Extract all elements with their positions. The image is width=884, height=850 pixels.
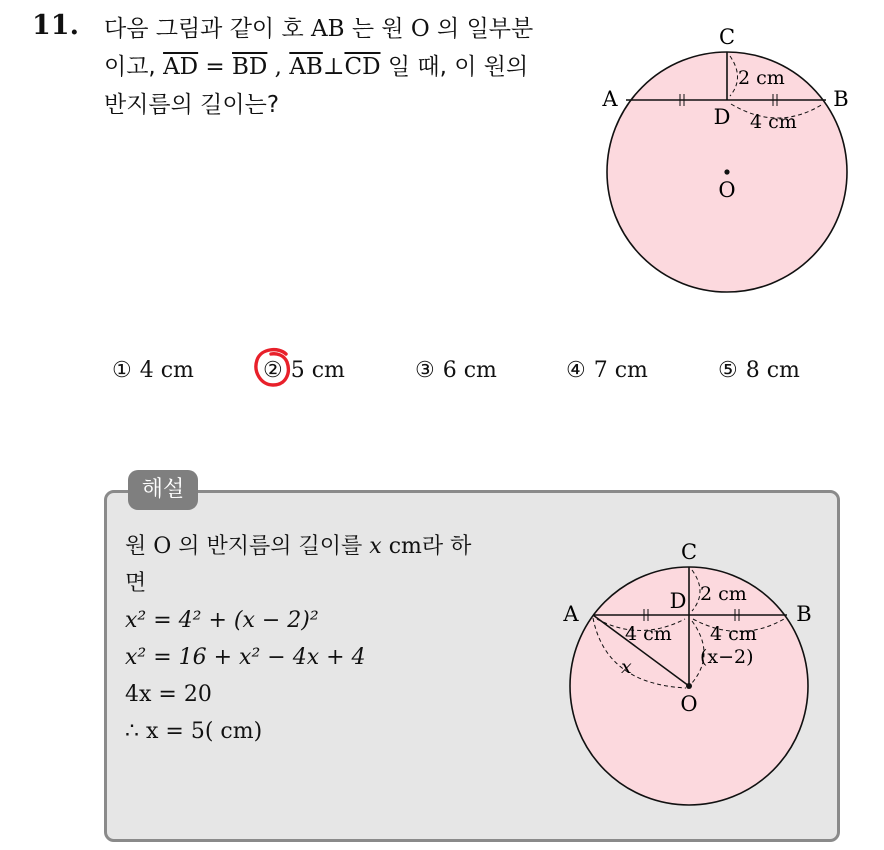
solution-text-part: x [369,534,382,559]
label-c: C [718,25,736,49]
equation-2: x² = 16 + x² − 4x + 4 [125,645,366,670]
dim-label-ao: x [621,656,632,678]
answer-choices [0,356,884,392]
question-line-3: 반지름의 길이는? [104,92,280,118]
circle-figure-2 [556,535,826,835]
segment-ab: $\overline{AB}$ [289,54,323,80]
question-text-part: 다음 그림과 같이 호 [104,16,311,42]
choice-text: 6 cm [442,358,497,383]
question-line-1 [104,10,574,48]
solution-text-part: 라 하 [421,534,472,559]
answer-mark-circle [253,346,293,388]
question-text-part: O [410,16,430,42]
solution-text-part: cm [381,534,422,559]
label-d: D [713,105,731,129]
dim-label-ad: 4 cm [625,623,672,645]
label-b: B [833,87,849,111]
choice-5[interactable] [718,358,800,383]
solution-line-1 [125,528,471,565]
solution-text-part: 의 반지름의 길이를 [171,534,370,559]
question-line-2 [104,48,574,86]
solution-text-part: 원 [125,534,154,559]
label-o: O [680,692,698,716]
segment-bd: $\overline{BD}$ [232,54,268,80]
label-c: C [680,540,698,564]
label-d: D [669,589,687,613]
dim-label-db: 4 cm [710,623,757,645]
choice-3[interactable] [415,358,497,383]
question-text [104,10,574,124]
label-o: O [718,178,736,202]
equation-4: ∴ x = 5( cm) [125,719,263,744]
dim-label-cd: 2 cm [700,583,747,605]
label-a: A [602,87,618,111]
choice-number: ② [263,358,283,383]
dim-label-od: (x−2) [700,646,754,668]
choice-number: ③ [415,358,435,383]
question-number: 11. [32,10,79,41]
question-text-part: = [198,54,233,80]
circle-figure-1 [596,20,866,302]
choice-text: 4 cm [139,358,194,383]
solution-text-part: O [153,534,172,559]
question-text-part: 의 일부분 [429,16,534,42]
question-text-part: 는 원 [344,16,411,42]
choice-number: ⑤ [718,358,738,383]
perpendicular-symbol: ⊥ [322,54,345,80]
solution-text [125,528,471,750]
choice-text: 8 cm [745,358,800,383]
dim-label-db: 4 cm [750,111,797,133]
center-point [686,683,692,689]
solution-line-2: 면 [125,571,147,596]
question-text-part: 일 때, 이 원의 [380,54,529,80]
center-point [724,169,729,174]
equation-3: 4x = 20 [125,682,212,707]
choice-text: 5 cm [290,358,345,383]
choice-text: 7 cm [593,358,648,383]
segment-ad: $\overline{AD}$ [163,54,199,80]
question-text-part: 이고, [104,54,164,80]
choice-number: ① [112,358,132,383]
equation-1: x² = 4² + (x − 2)² [125,608,319,633]
choice-number: ④ [566,358,586,383]
segment-cd: $\overline{CD}$ [344,54,381,80]
solution-tag: 해설 [128,470,198,510]
choice-4[interactable] [566,358,648,383]
question-text-part: , [267,54,290,80]
dim-label-cd: 2 cm [738,67,785,89]
label-a: A [563,602,579,626]
question-text-part: AB [311,16,345,42]
choice-1[interactable] [112,358,194,383]
label-b: B [796,602,812,626]
